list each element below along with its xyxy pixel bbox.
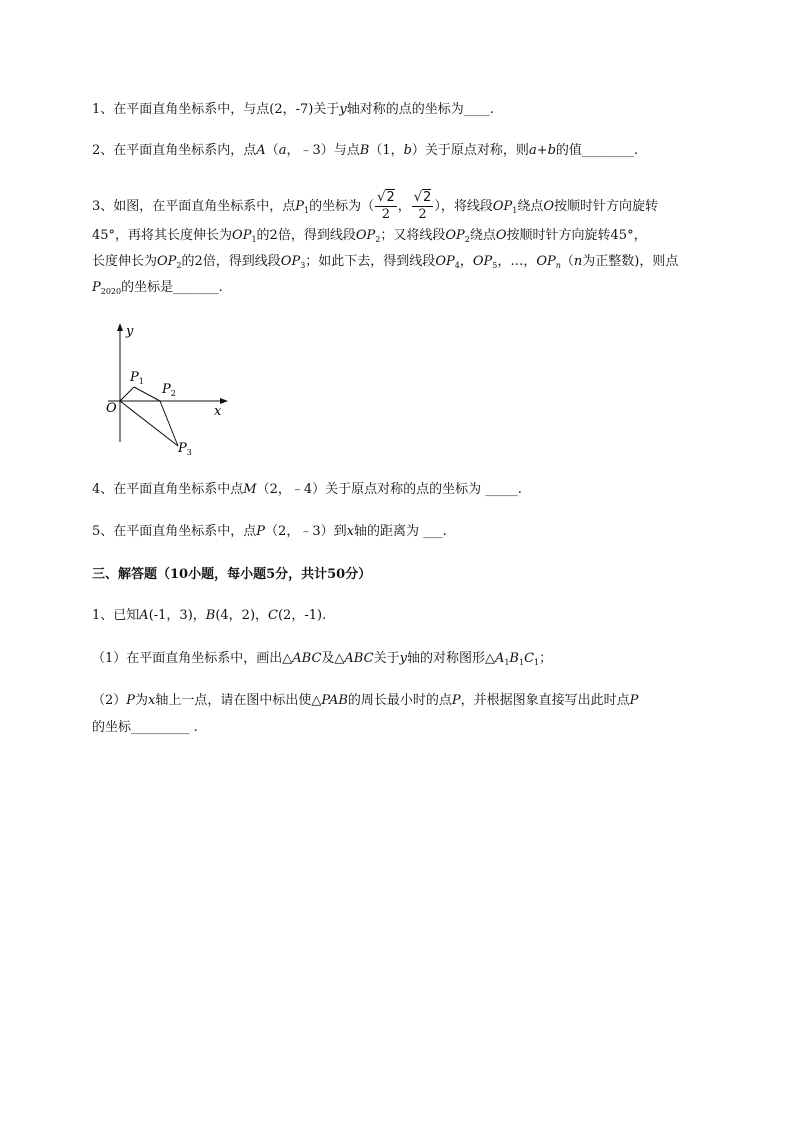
question-4: 4、在平面直角坐标系中点M（2，﹣4）关于原点对称的点的坐标为 _____. (92, 482, 522, 497)
question-3-line-4: $P_{2020}$的坐标是_______. (92, 280, 223, 296)
fraction-sqrt2-over-2: $\frac{√2}{2}$ (377, 190, 395, 222)
question-5: 5、在平面直角坐标系中，点P（2，﹣3）到x轴的距离为 ___. (92, 524, 447, 539)
question-3-line-3: 长度伸长为$OP_2$的2倍，得到线段$OP_3$；如此下去，得到线段$OP_4$，$OP_5$，…，$OP_n(n$为正整数)，则点 (92, 254, 679, 270)
question-1: 1、在平面直角坐标系中，与点(2，-7)关于y轴对称的点的坐标为____. (92, 102, 494, 117)
x-axis-label: x (214, 404, 222, 419)
p1-label: $P_1$ (130, 370, 144, 386)
segment-p1p2 (134, 387, 160, 401)
question-3-line-1: 3、如图，在平面直角坐标系中，点$P_1$的坐标为（ $\frac{√2}{2}$ ， $\frac{√2}{2}$ ），将线段$OP_1$绕点O按顺时针方向旋转 (92, 190, 659, 222)
segment-op1 (120, 387, 134, 401)
solution-question-1: 1、已知A(-1，3)，B(4，2)，C(2，-1). (92, 608, 327, 623)
solution-question-1-part-2-line-2: 的坐标_________ . (92, 720, 198, 735)
p2-label: $P_2$ (162, 382, 176, 398)
question-2: 2、在平面直角坐标系内，点A（a，﹣3）与点B（1，b）关于原点对称，则a+b的值________. (92, 143, 639, 158)
solution-question-1-part-2: （2）P为x轴上一点，请在图中标出使△PAB的周长最小时的点P，并根据图象直接写出此时点P (92, 693, 639, 708)
p3-label: $P_3$ (178, 441, 192, 457)
solution-question-1-part-1: （1）在平面直角坐标系中，画出△ABC及△ABC关于y轴的对称图形$\triangle A_1B_1C_1$； (92, 651, 553, 667)
section-title: 三、解答题（10小题，每小题5分，共计50分） (92, 567, 372, 582)
y-axis-arrow (117, 323, 123, 331)
y-axis-label: y (126, 324, 134, 339)
fraction-sqrt2-over-2: $\frac{√2}{2}$ (413, 190, 432, 222)
origin-label: O (106, 401, 117, 416)
question-3-line-2: 45°，再将其长度伸长为$OP_1$的2倍，得到线段$OP_2$；又将线段$OP_2$绕点O按顺时针方向旋转45°， (92, 228, 647, 244)
coordinate-figure (98, 318, 238, 468)
